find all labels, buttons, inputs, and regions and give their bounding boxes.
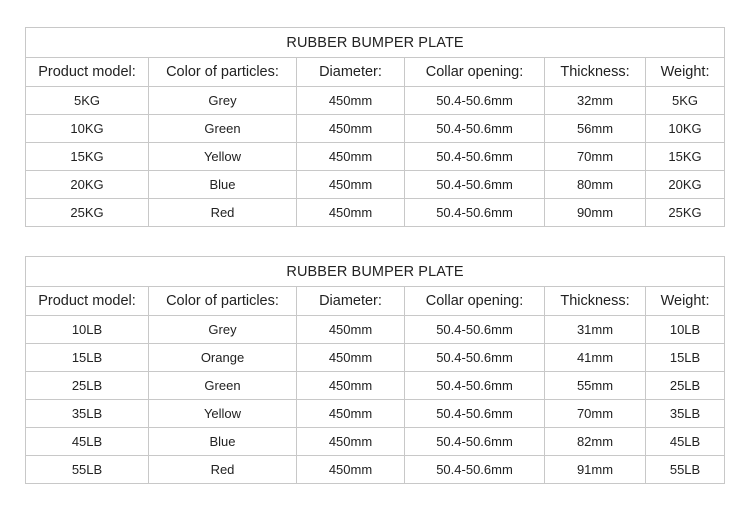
cell-thickness: 80mm xyxy=(545,171,646,199)
cell-product-model: 45LB xyxy=(26,428,149,456)
header-color-of-particles: Color of particles: xyxy=(149,287,297,316)
cell-collar-opening: 50.4-50.6mm xyxy=(405,143,545,171)
cell-collar-opening: 50.4-50.6mm xyxy=(405,372,545,400)
cell-color: Orange xyxy=(149,344,297,372)
header-thickness: Thickness: xyxy=(545,287,646,316)
table-row xyxy=(26,87,725,115)
cell-thickness: 70mm xyxy=(545,143,646,171)
table-row xyxy=(26,344,725,372)
cell-diameter: 450mm xyxy=(297,115,405,143)
cell-collar-opening: 50.4-50.6mm xyxy=(405,87,545,115)
cell-weight: 35LB xyxy=(646,400,725,428)
table-row xyxy=(26,400,725,428)
cell-collar-opening: 50.4-50.6mm xyxy=(405,456,545,484)
cell-weight: 5KG xyxy=(646,87,725,115)
cell-diameter: 450mm xyxy=(297,316,405,344)
cell-color: Grey xyxy=(149,87,297,115)
table-row xyxy=(26,143,725,171)
cell-product-model: 5KG xyxy=(26,87,149,115)
cell-collar-opening: 50.4-50.6mm xyxy=(405,344,545,372)
table-row xyxy=(26,199,725,227)
table-header-row xyxy=(26,287,725,316)
cell-collar-opening: 50.4-50.6mm xyxy=(405,199,545,227)
cell-color: Blue xyxy=(149,428,297,456)
cell-collar-opening: 50.4-50.6mm xyxy=(405,316,545,344)
cell-weight: 25KG xyxy=(646,199,725,227)
cell-color: Red xyxy=(149,199,297,227)
table-header-row xyxy=(26,58,725,87)
cell-color: Green xyxy=(149,372,297,400)
cell-weight: 10KG xyxy=(646,115,725,143)
cell-thickness: 55mm xyxy=(545,372,646,400)
cell-collar-opening: 50.4-50.6mm xyxy=(405,428,545,456)
cell-color: Green xyxy=(149,115,297,143)
cell-diameter: 450mm xyxy=(297,199,405,227)
cell-product-model: 15LB xyxy=(26,344,149,372)
lb-table-body xyxy=(26,257,725,484)
cell-thickness: 32mm xyxy=(545,87,646,115)
cell-diameter: 450mm xyxy=(297,87,405,115)
table-title: RUBBER BUMPER PLATE xyxy=(26,28,725,58)
cell-thickness: 41mm xyxy=(545,344,646,372)
cell-product-model: 25KG xyxy=(26,199,149,227)
cell-weight: 25LB xyxy=(646,372,725,400)
header-diameter: Diameter: xyxy=(297,58,405,87)
cell-product-model: 25LB xyxy=(26,372,149,400)
lb-plate-spec-table xyxy=(25,256,725,484)
cell-diameter: 450mm xyxy=(297,171,405,199)
cell-thickness: 56mm xyxy=(545,115,646,143)
cell-color: Blue xyxy=(149,171,297,199)
table-row xyxy=(26,115,725,143)
cell-collar-opening: 50.4-50.6mm xyxy=(405,400,545,428)
header-collar-opening: Collar opening: xyxy=(405,287,545,316)
cell-product-model: 15KG xyxy=(26,143,149,171)
cell-thickness: 70mm xyxy=(545,400,646,428)
cell-product-model: 20KG xyxy=(26,171,149,199)
cell-weight: 15KG xyxy=(646,143,725,171)
cell-color: Grey xyxy=(149,316,297,344)
header-product-model: Product model: xyxy=(26,287,149,316)
kg-plate-spec-table xyxy=(25,27,725,227)
header-collar-opening: Collar opening: xyxy=(405,58,545,87)
kg-table-body xyxy=(26,28,725,227)
cell-diameter: 450mm xyxy=(297,428,405,456)
table-row xyxy=(26,428,725,456)
cell-color: Red xyxy=(149,456,297,484)
cell-product-model: 35LB xyxy=(26,400,149,428)
table-row xyxy=(26,316,725,344)
cell-diameter: 450mm xyxy=(297,143,405,171)
table-title: RUBBER BUMPER PLATE xyxy=(26,257,725,287)
cell-thickness: 91mm xyxy=(545,456,646,484)
header-weight: Weight: xyxy=(646,58,725,87)
table-title-row xyxy=(26,257,725,287)
cell-weight: 10LB xyxy=(646,316,725,344)
cell-thickness: 82mm xyxy=(545,428,646,456)
header-color-of-particles: Color of particles: xyxy=(149,58,297,87)
header-product-model: Product model: xyxy=(26,58,149,87)
cell-product-model: 10KG xyxy=(26,115,149,143)
cell-product-model: 55LB xyxy=(26,456,149,484)
cell-weight: 15LB xyxy=(646,344,725,372)
cell-diameter: 450mm xyxy=(297,344,405,372)
cell-weight: 45LB xyxy=(646,428,725,456)
cell-product-model: 10LB xyxy=(26,316,149,344)
cell-thickness: 31mm xyxy=(545,316,646,344)
cell-color: Yellow xyxy=(149,143,297,171)
cell-diameter: 450mm xyxy=(297,372,405,400)
cell-diameter: 450mm xyxy=(297,456,405,484)
table-row xyxy=(26,456,725,484)
cell-collar-opening: 50.4-50.6mm xyxy=(405,171,545,199)
cell-color: Yellow xyxy=(149,400,297,428)
cell-thickness: 90mm xyxy=(545,199,646,227)
table-row xyxy=(26,171,725,199)
header-weight: Weight: xyxy=(646,287,725,316)
cell-collar-opening: 50.4-50.6mm xyxy=(405,115,545,143)
cell-weight: 20KG xyxy=(646,171,725,199)
table-title-row xyxy=(26,28,725,58)
table-row xyxy=(26,372,725,400)
cell-diameter: 450mm xyxy=(297,400,405,428)
header-diameter: Diameter: xyxy=(297,287,405,316)
cell-weight: 55LB xyxy=(646,456,725,484)
header-thickness: Thickness: xyxy=(545,58,646,87)
